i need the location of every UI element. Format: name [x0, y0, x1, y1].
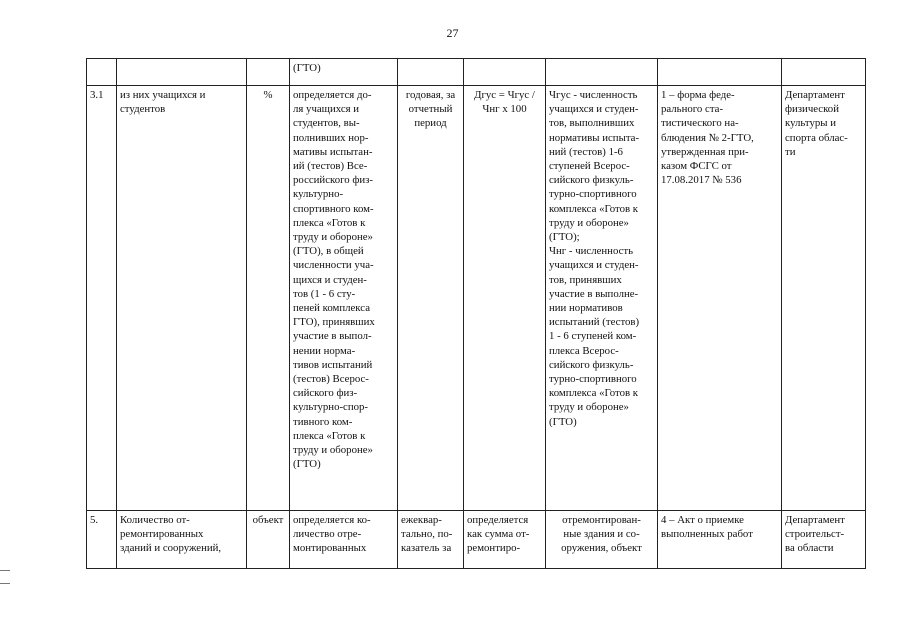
- cell-source: [658, 59, 782, 86]
- cell-source: 4 – Акт о приемке выполненных работ: [658, 511, 782, 569]
- page-number: 27: [446, 26, 459, 40]
- cell-method: определяется до- ля учащихся и студентов, вы- полнивших нор- мативы испытан- ий (тестов) Все- российского физ- культурно- спортивного ком- плекса «Готов к труду и обороне» (ГТО), в общей численности уча- щихся и студен- тов (1 - 6 сту- пеней комплекса ГТО), принявших участие в выпол- нении норма- тивов испытаний (тестов) Всерос- сийского физ- культурно-спор- тивного ком- плекса «Готов к труду и обороне» (ГТО): [290, 86, 398, 511]
- table-row: [87, 59, 866, 86]
- cell-source: 1 – форма феде- рального ста- тистического на- блюдения № 2-ГТО, утвержденная при- казом ФСГС от 17.08.2017 № 536: [658, 86, 782, 511]
- margin-mark: [0, 583, 10, 584]
- cell-vars: [546, 59, 658, 86]
- cell-unit: объект: [247, 511, 290, 569]
- cell-method: определяется ко- личество отре- монтированных: [290, 511, 398, 569]
- cell-unit: %: [247, 86, 290, 511]
- indicator-table: [86, 58, 866, 569]
- cell-period: годовая, за отчетный период: [398, 86, 464, 511]
- cell-period: ежеквар- тально, по- казатель за: [398, 511, 464, 569]
- cell-responsible: [782, 59, 866, 86]
- cell-name: Количество от- ремонтированных зданий и сооружений,: [117, 511, 247, 569]
- cell-period: [398, 59, 464, 86]
- cell-unit: [247, 59, 290, 86]
- cell-name: из них учащихся и студентов: [117, 86, 247, 511]
- cell-name: [117, 59, 247, 86]
- cell-method: (ГТО): [290, 59, 398, 86]
- cell-responsible: Департамент строительст- ва области: [782, 511, 866, 569]
- cell-num: 3.1: [87, 86, 117, 511]
- table-row: [87, 86, 866, 511]
- cell-formula: Дгус = Чгус / Чнг х 100: [464, 86, 546, 511]
- cell-formula: [464, 59, 546, 86]
- cell-num: 5.: [87, 511, 117, 569]
- cell-num: [87, 59, 117, 86]
- table-row: [87, 511, 866, 569]
- cell-formula: определяется как сумма от- ремонтиро-: [464, 511, 546, 569]
- cell-responsible: Департамент физической культуры и спорта облас- ти: [782, 86, 866, 511]
- cell-vars: Чгус - численность учащихся и студен- тов, выполнивших нормативы испыта- ний (тестов) 1-6 ступеней Всерос- сийского физкуль- турно-спортивного комплекса «Готов к труду и обороне» (ГТО); Чнг - численность учащихся и студен- тов, принявших участие в выполне- нии нормативов испытаний (тестов) 1 - 6 ступеней ком- плекса Всерос- сийского физкуль- турно-спортивного комплекса «Готов к труду и обороне» (ГТО): [546, 86, 658, 511]
- margin-mark: [0, 570, 10, 571]
- cell-vars: отремонтирован- ные здания и со- оружения, объект: [546, 511, 658, 569]
